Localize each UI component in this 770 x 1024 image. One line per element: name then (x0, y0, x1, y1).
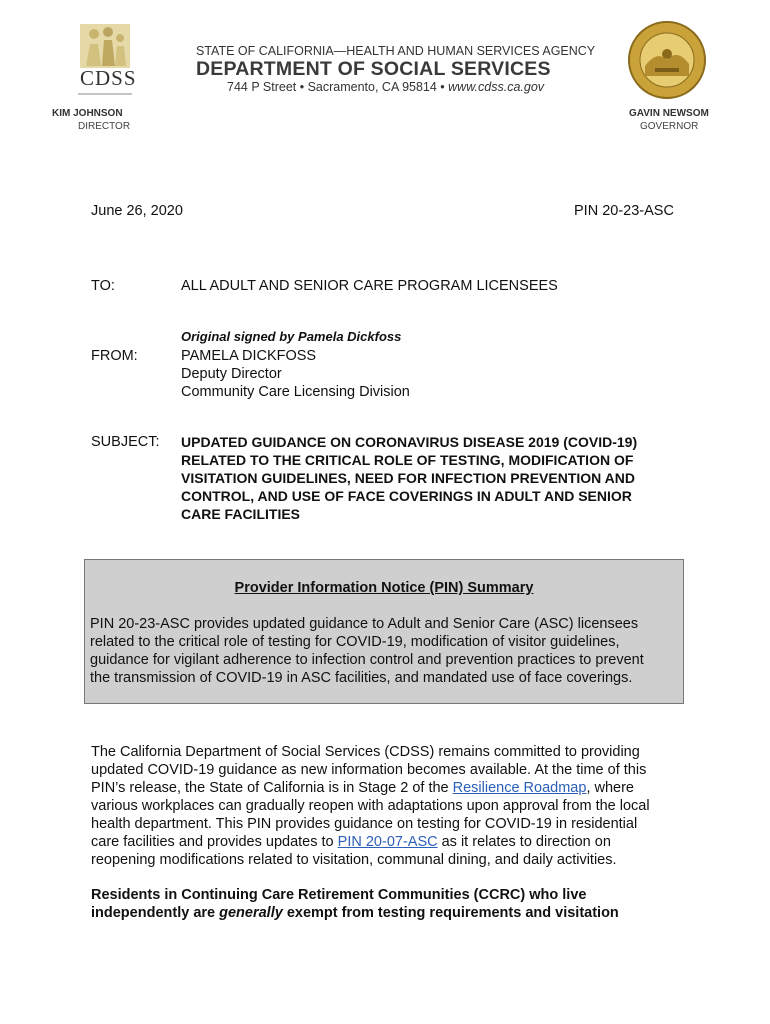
memo-date: June 26, 2020 (91, 203, 183, 219)
summary-line: the transmission of COVID-19 in ASC facilities, and mandated use of face coverings. (90, 670, 633, 686)
paragraph-text: care facilities and provides updates to (91, 834, 338, 850)
from-division: Community Care Licensing Division (181, 384, 410, 400)
paragraph-line: reopening modifications related to visitation, communal dining, and daily activities. (91, 852, 617, 868)
paragraph-line: health department. This PIN provides guidance on testing for COVID-19 in residential (91, 816, 638, 832)
subject-line: CONTROL, AND USE OF FACE COVERINGS IN ADULT AND SENIOR (181, 488, 632, 504)
summary-line: related to the critical role of testing for COVID-19, modification of visitor guidelines, (90, 634, 620, 650)
pin-20-07-asc-link[interactable]: PIN 20-07-ASC (337, 834, 438, 850)
from-value (181, 347, 410, 401)
pin-number: PIN 20-23-ASC (574, 203, 674, 219)
from-name: PAMELA DICKFOSS (181, 348, 317, 364)
paragraph-line (91, 779, 691, 797)
department-name: DEPARTMENT OF SOCIAL SERVICES (196, 58, 551, 80)
director-title: DIRECTOR (78, 121, 131, 132)
from-title: Deputy Director (181, 366, 282, 382)
state-seal-icon (627, 20, 707, 100)
paragraph-line: The California Department of Social Services (CDSS) remains committed to providing (91, 744, 640, 760)
paragraph-text: as it relates to direction on (437, 834, 611, 850)
director-name: KIM JOHNSON (52, 108, 123, 119)
summary-body (90, 615, 680, 687)
to-label: TO: (91, 278, 115, 294)
cdss-logo-text: CDSS (80, 66, 137, 90)
pin-summary-box (84, 559, 684, 704)
emphasis-text: generally (219, 905, 283, 921)
paragraph-text: , where (586, 780, 634, 796)
ccrc-paragraph (91, 886, 691, 922)
subject-line: CARE FACILITIES (181, 506, 301, 522)
summary-line: guidance for vigilant adherence to infection control and prevention practices to prevent (90, 652, 644, 668)
paragraph-text: exempt from testing requirements and visitation (282, 905, 619, 921)
governor-title: GOVERNOR (640, 121, 699, 132)
resilience-roadmap-link[interactable]: Resilience Roadmap (452, 780, 587, 796)
subject-line: VISITATION GUIDELINES, NEED FOR INFECTION PREVENTION AND (181, 470, 635, 486)
paragraph-line: Residents in Continuing Care Retirement Communities (CCRC) who live (91, 887, 587, 903)
signature-note: Original signed by Pamela Dickfoss (181, 329, 402, 344)
paragraph-text: PIN’s release, the State of California is in Stage 2 of the (91, 780, 453, 796)
paragraph-text: independently are (91, 905, 220, 921)
address-line (227, 80, 544, 94)
subject-line: UPDATED GUIDANCE ON CORONAVIRUS DISEASE 2019 (COVID-19) (181, 434, 638, 450)
agency-name: STATE OF CALIFORNIA—HEALTH AND HUMAN SERVICES AGENCY (196, 44, 596, 58)
summary-line: PIN 20-23-ASC provides updated guidance to Adult and Senior Care (ASC) licensees (90, 616, 639, 632)
paragraph-line (91, 833, 691, 851)
to-value: ALL ADULT AND SENIOR CARE PROGRAM LICENSEES (181, 278, 558, 294)
address-text: 744 P Street • Sacramento, CA 95814 • (227, 80, 449, 94)
subject-value (181, 433, 686, 523)
governor-name: GAVIN NEWSOM (629, 108, 709, 119)
website-text: www.cdss.ca.gov (448, 80, 545, 94)
from-label: FROM: (91, 348, 138, 364)
intro-paragraph (91, 743, 691, 869)
summary-title: Provider Information Notice (PIN) Summary (234, 580, 534, 596)
paragraph-line: updated COVID-19 guidance as new information becomes available. At the time of this (91, 762, 647, 778)
subject-line: RELATED TO THE CRITICAL ROLE OF TESTING, MODIFICATION OF (181, 452, 634, 468)
paragraph-line: various workplaces can gradually reopen with adaptations upon approval from the local (91, 798, 650, 814)
subject-label: SUBJECT: (91, 434, 160, 450)
paragraph-line (91, 904, 691, 922)
